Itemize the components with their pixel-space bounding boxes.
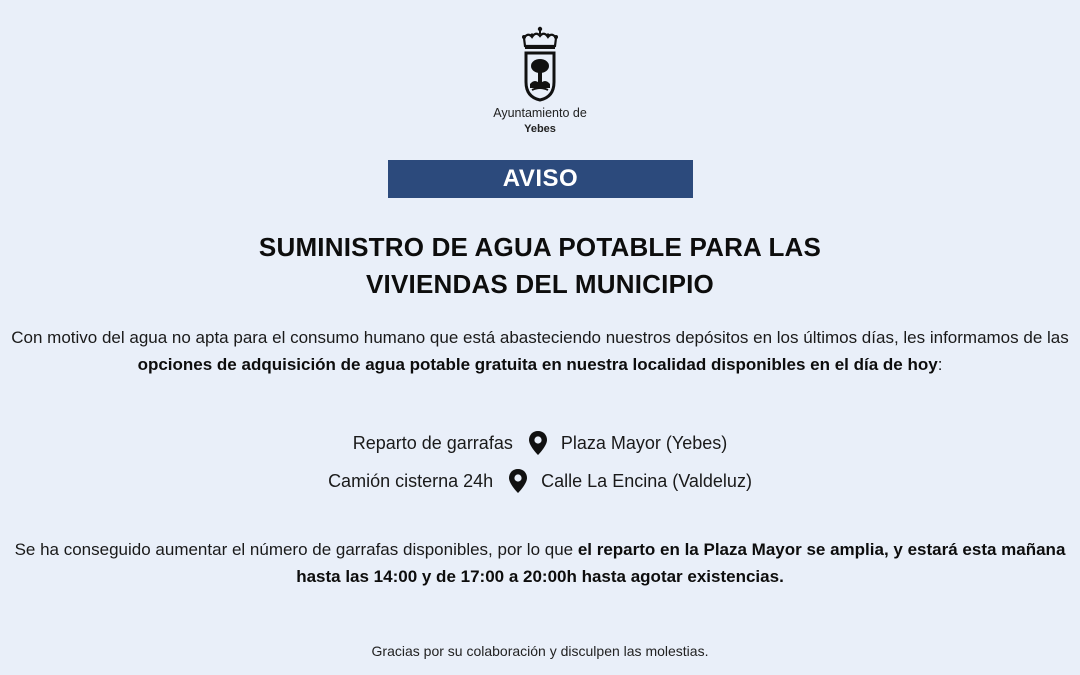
location-row — [0, 466, 1080, 496]
location-service: Reparto de garrafas — [352, 432, 513, 453]
intro-text-end: : — [937, 355, 943, 374]
update-paragraph — [0, 536, 1080, 590]
title-line2: VIVIENDAS DEL MUNICIPIO — [366, 269, 714, 299]
location-place: Plaza Mayor (Yebes) — [560, 432, 728, 453]
update-text-bold: el reparto en la Plaza Mayor se amplia, y estará esta mañana hasta las 14:00 y de 17:00 a 20:00h hasta agotar existencias. — [296, 540, 1066, 586]
org-name-line1: Ayuntamiento de — [493, 106, 587, 120]
footer-thanks: Gracias por su colaboración y disculpen las molestias. — [371, 643, 709, 659]
aviso-banner — [388, 160, 693, 198]
location-pin-icon — [527, 430, 549, 456]
location-pin-icon — [507, 468, 529, 494]
intro-text-start: Con motivo del agua no apta para el consumo humano que está abasteciendo nuestros depósitos en los últimos días, les informamos de las — [11, 328, 1069, 347]
location-place: Calle La Encina (Valdeluz) — [541, 470, 752, 491]
title-line1: SUMINISTRO DE AGUA POTABLE PARA LAS — [258, 232, 822, 262]
page-title — [0, 229, 1080, 303]
coat-of-arms-icon — [520, 26, 560, 102]
update-text-start: Se ha conseguido aumentar el número de garrafas disponibles, por lo que — [14, 540, 578, 559]
org-name-line2: Yebes — [524, 123, 556, 135]
aviso-label: AVISO — [502, 165, 579, 192]
intro-text-bold: opciones de adquisición de agua potable gratuita en nuestra localidad disponibles en el día de hoy — [137, 355, 938, 374]
location-row — [0, 428, 1080, 458]
location-service: Camión cisterna 24h — [328, 470, 494, 491]
intro-paragraph — [0, 324, 1080, 378]
